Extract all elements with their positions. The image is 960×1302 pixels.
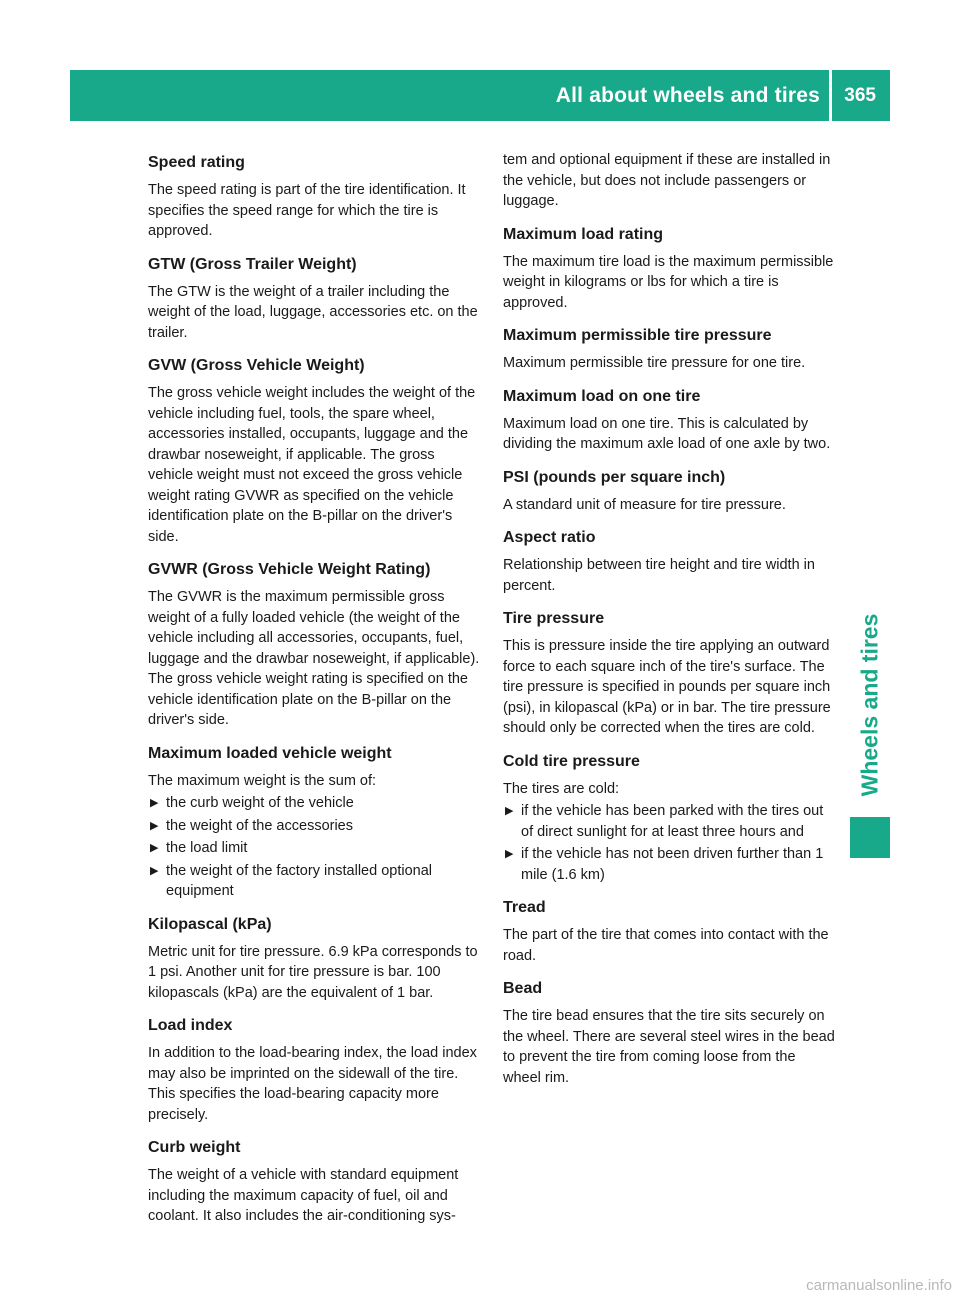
glossary-entry: [148, 912, 480, 1004]
bullet-icon: ▶: [150, 819, 159, 832]
watermark: carmanualsonline.info: [806, 1277, 952, 1294]
glossary-entry: [148, 557, 480, 731]
entry-heading: PSI (pounds per square inch): [503, 468, 726, 486]
glossary-entry: [148, 1013, 480, 1125]
list-item-text: the curb weight of the vehicle: [166, 795, 354, 811]
page-number: 365: [844, 85, 876, 106]
bullet-icon: ▶: [150, 797, 159, 809]
entry-text: The gross vehicle weight includes the weight of the vehicle including fuel, tools, the spare wheel, accessories installed, occupants, luggage and the drawbar noseweight, if applicable. The gross vehicle weight must not exceed the gross vehicle weight rating GVWR as specified on the vehicle identification plate on the B-pillar on the driver's side.: [148, 385, 476, 545]
entry-text: The maximum tire load is the maximum permissible weight in kilograms or lbs for which a tire is approved.: [503, 253, 834, 311]
glossary-entry: [148, 1135, 480, 1227]
entry-heading: GTW (Gross Trailer Weight): [148, 255, 357, 273]
glossary-entry: [148, 150, 480, 242]
entry-text: The maximum weight is the sum of:: [148, 772, 377, 789]
list-item-text: if the vehicle has not been driven further than 1 mile (1.6 km): [521, 846, 824, 883]
glossary-entry: [503, 384, 835, 455]
entry-heading: Aspect ratio: [503, 529, 596, 546]
entry-text: In addition to the load-bearing index, the load index may also be imprinted on the sidewall of the tire. This specifies the load-bearing capacity more precisely.: [148, 1045, 477, 1123]
header-divider: [829, 70, 832, 121]
list-item: [148, 838, 480, 859]
list-item-text: the weight of the factory installed optional equipment: [166, 862, 432, 899]
glossary-entry: [148, 353, 480, 547]
glossary-entry: [503, 525, 835, 596]
glossary-entry: [503, 749, 835, 886]
side-tab-label: Wheels and tires: [856, 613, 883, 797]
entry-heading: Maximum permissible tire pressure: [503, 327, 772, 344]
entry-heading: Maximum load rating: [503, 225, 664, 243]
entry-text: This is pressure inside the tire applying an outward force to each square inch of the tire's surface. The tire pressure is specified in pounds per square inch (psi), in kilopascal (kPa) or in bar. The tire pressure should only be corrected when the tires are cold.: [503, 638, 831, 736]
entry-heading: Tire pressure: [503, 610, 605, 627]
bullet-list: [503, 801, 835, 885]
list-item: [503, 844, 835, 885]
list-item-text: if the vehicle has been parked with the tires out of direct sunlight for at least three hours and: [521, 803, 824, 840]
bullet-icon: ▶: [505, 805, 514, 817]
list-item: [503, 801, 835, 842]
list-item-text: the weight of the accessories: [166, 817, 353, 834]
entry-heading: Kilopascal (kPa): [148, 915, 272, 933]
bullet-icon: ▶: [505, 848, 514, 860]
glossary-entry: [503, 150, 835, 212]
glossary-entry: [503, 323, 835, 374]
entry-text: A standard unit of measure for tire pressure.: [503, 496, 786, 513]
list-item: [148, 861, 480, 902]
entry-heading: Maximum load on one tire: [503, 387, 701, 405]
entry-heading: Cold tire pressure: [503, 752, 640, 770]
entry-text: Metric unit for tire pressure. 6.9 kPa corresponds to 1 psi. Another unit for tire pressure is bar. 100 kilopascals (kPa) are the equivalent of 1 bar.: [148, 943, 478, 1001]
glossary-entry: [503, 606, 835, 739]
left-column: [148, 150, 480, 1237]
entry-text: The part of the tire that comes into contact with the road.: [503, 927, 829, 964]
glossary-entry: [148, 252, 480, 344]
glossary-entry: [503, 222, 835, 314]
entry-text: The GVWR is the maximum permissible gross weight of a fully loaded vehicle (the weight of the vehicle including all accessories, occupants, fuel, luggage and the drawbar noseweight, if applicable). The gross vehicle weight rating is specified on the vehicle identification plate on the B-pillar on the driver's side.: [148, 589, 480, 728]
entry-text: tem and optional equipment if these are installed in the vehicle, but does not include passengers or luggage.: [503, 152, 831, 209]
glossary-entry: [503, 895, 835, 966]
right-column: [503, 150, 835, 1098]
entry-text: The tires are cold:: [503, 780, 620, 797]
bullet-list: [148, 793, 480, 902]
list-item: [148, 793, 480, 814]
glossary-entry: [503, 976, 835, 1088]
entry-text: Maximum load on one tire. This is calculated by dividing the maximum axle load of one axle by two.: [503, 415, 831, 452]
entry-text: The weight of a vehicle with standard equipment including the maximum capacity of fuel, oil and coolant. It also includes the air-conditioning sys-: [148, 1167, 459, 1224]
side-tab-marker: [850, 817, 890, 858]
entry-text: Maximum permissible tire pressure for one tire.: [503, 355, 806, 371]
entry-heading: GVWR (Gross Vehicle Weight Rating): [148, 561, 431, 578]
glossary-entry: [148, 741, 480, 902]
glossary-entry: [503, 465, 835, 516]
list-item: [148, 816, 480, 837]
entry-text: The speed rating is part of the tire identification. It specifies the speed range for which the tire is approved.: [148, 182, 466, 239]
entry-text: The tire bead ensures that the tire sits securely on the wheel. There are several steel wires in the bead to prevent the tire from coming loose from the wheel rim.: [503, 1008, 835, 1086]
entry-heading: Load index: [148, 1017, 233, 1034]
bullet-icon: ▶: [150, 864, 159, 877]
side-tab: [850, 615, 890, 795]
bullet-icon: ▶: [150, 842, 159, 854]
chapter-title: All about wheels and tires: [555, 84, 820, 107]
entry-heading: Maximum loaded vehicle weight: [148, 744, 392, 762]
entry-heading: Tread: [503, 899, 546, 916]
entry-text: Relationship between tire height and tire width in percent.: [503, 557, 815, 594]
entry-heading: Speed rating: [148, 154, 245, 171]
list-item-text: the load limit: [166, 840, 248, 856]
entry-heading: Bead: [503, 980, 543, 997]
page-header: [70, 70, 890, 121]
entry-heading: Curb weight: [148, 1139, 241, 1156]
entry-heading: GVW (Gross Vehicle Weight): [148, 357, 365, 374]
entry-text: The GTW is the weight of a trailer including the weight of the load, luggage, accessories etc. on the trailer.: [148, 283, 478, 341]
